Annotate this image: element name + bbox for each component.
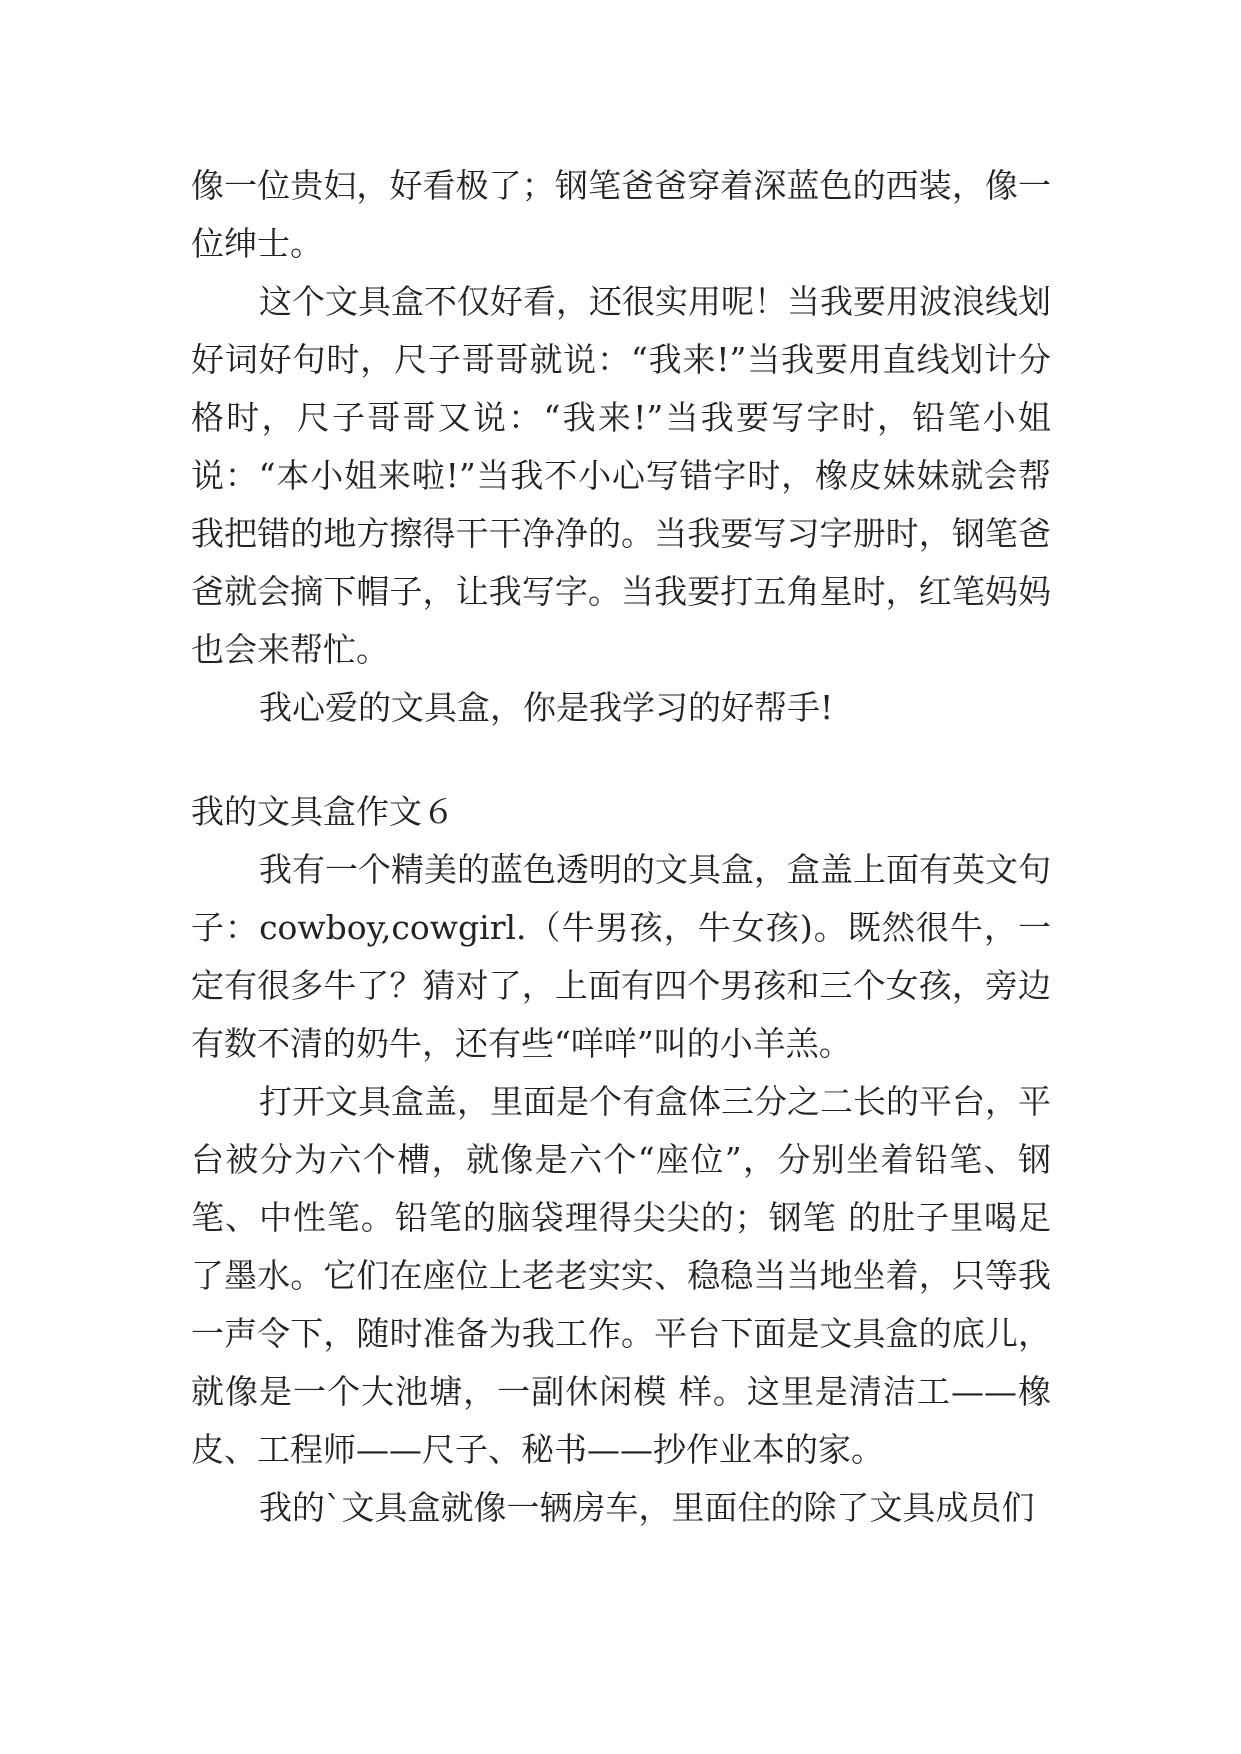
paragraph-4: 我有一个精美的蓝色透明的文具盒，盒盖上面有英文句子：cowboy,cowgirl.（牛男孩，牛女孩)。既然很牛，一定有很多牛了？猜对了，上面有四个男孩和三个女孩，旁边有数不清的奶牛，还有些“咩咩”叫的小羊羔。 (191, 850, 1051, 1063)
paragraph-1: 像一位贵妇，好看极了；钢笔爸爸穿着深蓝色的西装，像一位绅士。 (191, 166, 1051, 263)
document-page (191, 157, 1051, 1537)
paragraph-5: 打开文具盒盖，里面是个有盒体三分之二长的平台，平台被分为六个槽，就像是六个“座位”，分别坐着铅笔、钢笔、中性笔。铅笔的脑袋理得尖尖的；钢笔 的肚子里喝足了墨水。它们在座位上老老实实、稳稳当当地坐着，只等我一声令下，随时准备为我工作。平台下面是文具盒的底儿，就像是一个大池塘，一副休闲模 样。这里是清洁工——橡皮、工程师——尺子、秘书——抄作业本的家。 (191, 1082, 1051, 1469)
section-title: 我的文具盒作文６ (191, 792, 455, 831)
paragraph-6: 我的`文具盒就像一辆房车，里面住的除了文具成员们 (259, 1488, 1035, 1527)
paragraph-2: 这个文具盒不仅好看，还很实用呢！当我要用波浪线划好词好句时，尺子哥哥就说：“我来!”当我要用直线划计分格时，尺子哥哥又说：“我来!”当我要写字时，铅笔小姐说：“本小姐来啦!”当我不小心写错字时，橡皮妹妹就会帮我把错的地方擦得干干净净的。当我要写习字册时，钢笔爸爸就会摘下帽子，让我写字。当我要打五角星时，红笔妈妈也会来帮忙。 (191, 282, 1051, 669)
paragraph-3: 我心爱的文具盒，你是我学习的好帮手! (259, 688, 834, 727)
